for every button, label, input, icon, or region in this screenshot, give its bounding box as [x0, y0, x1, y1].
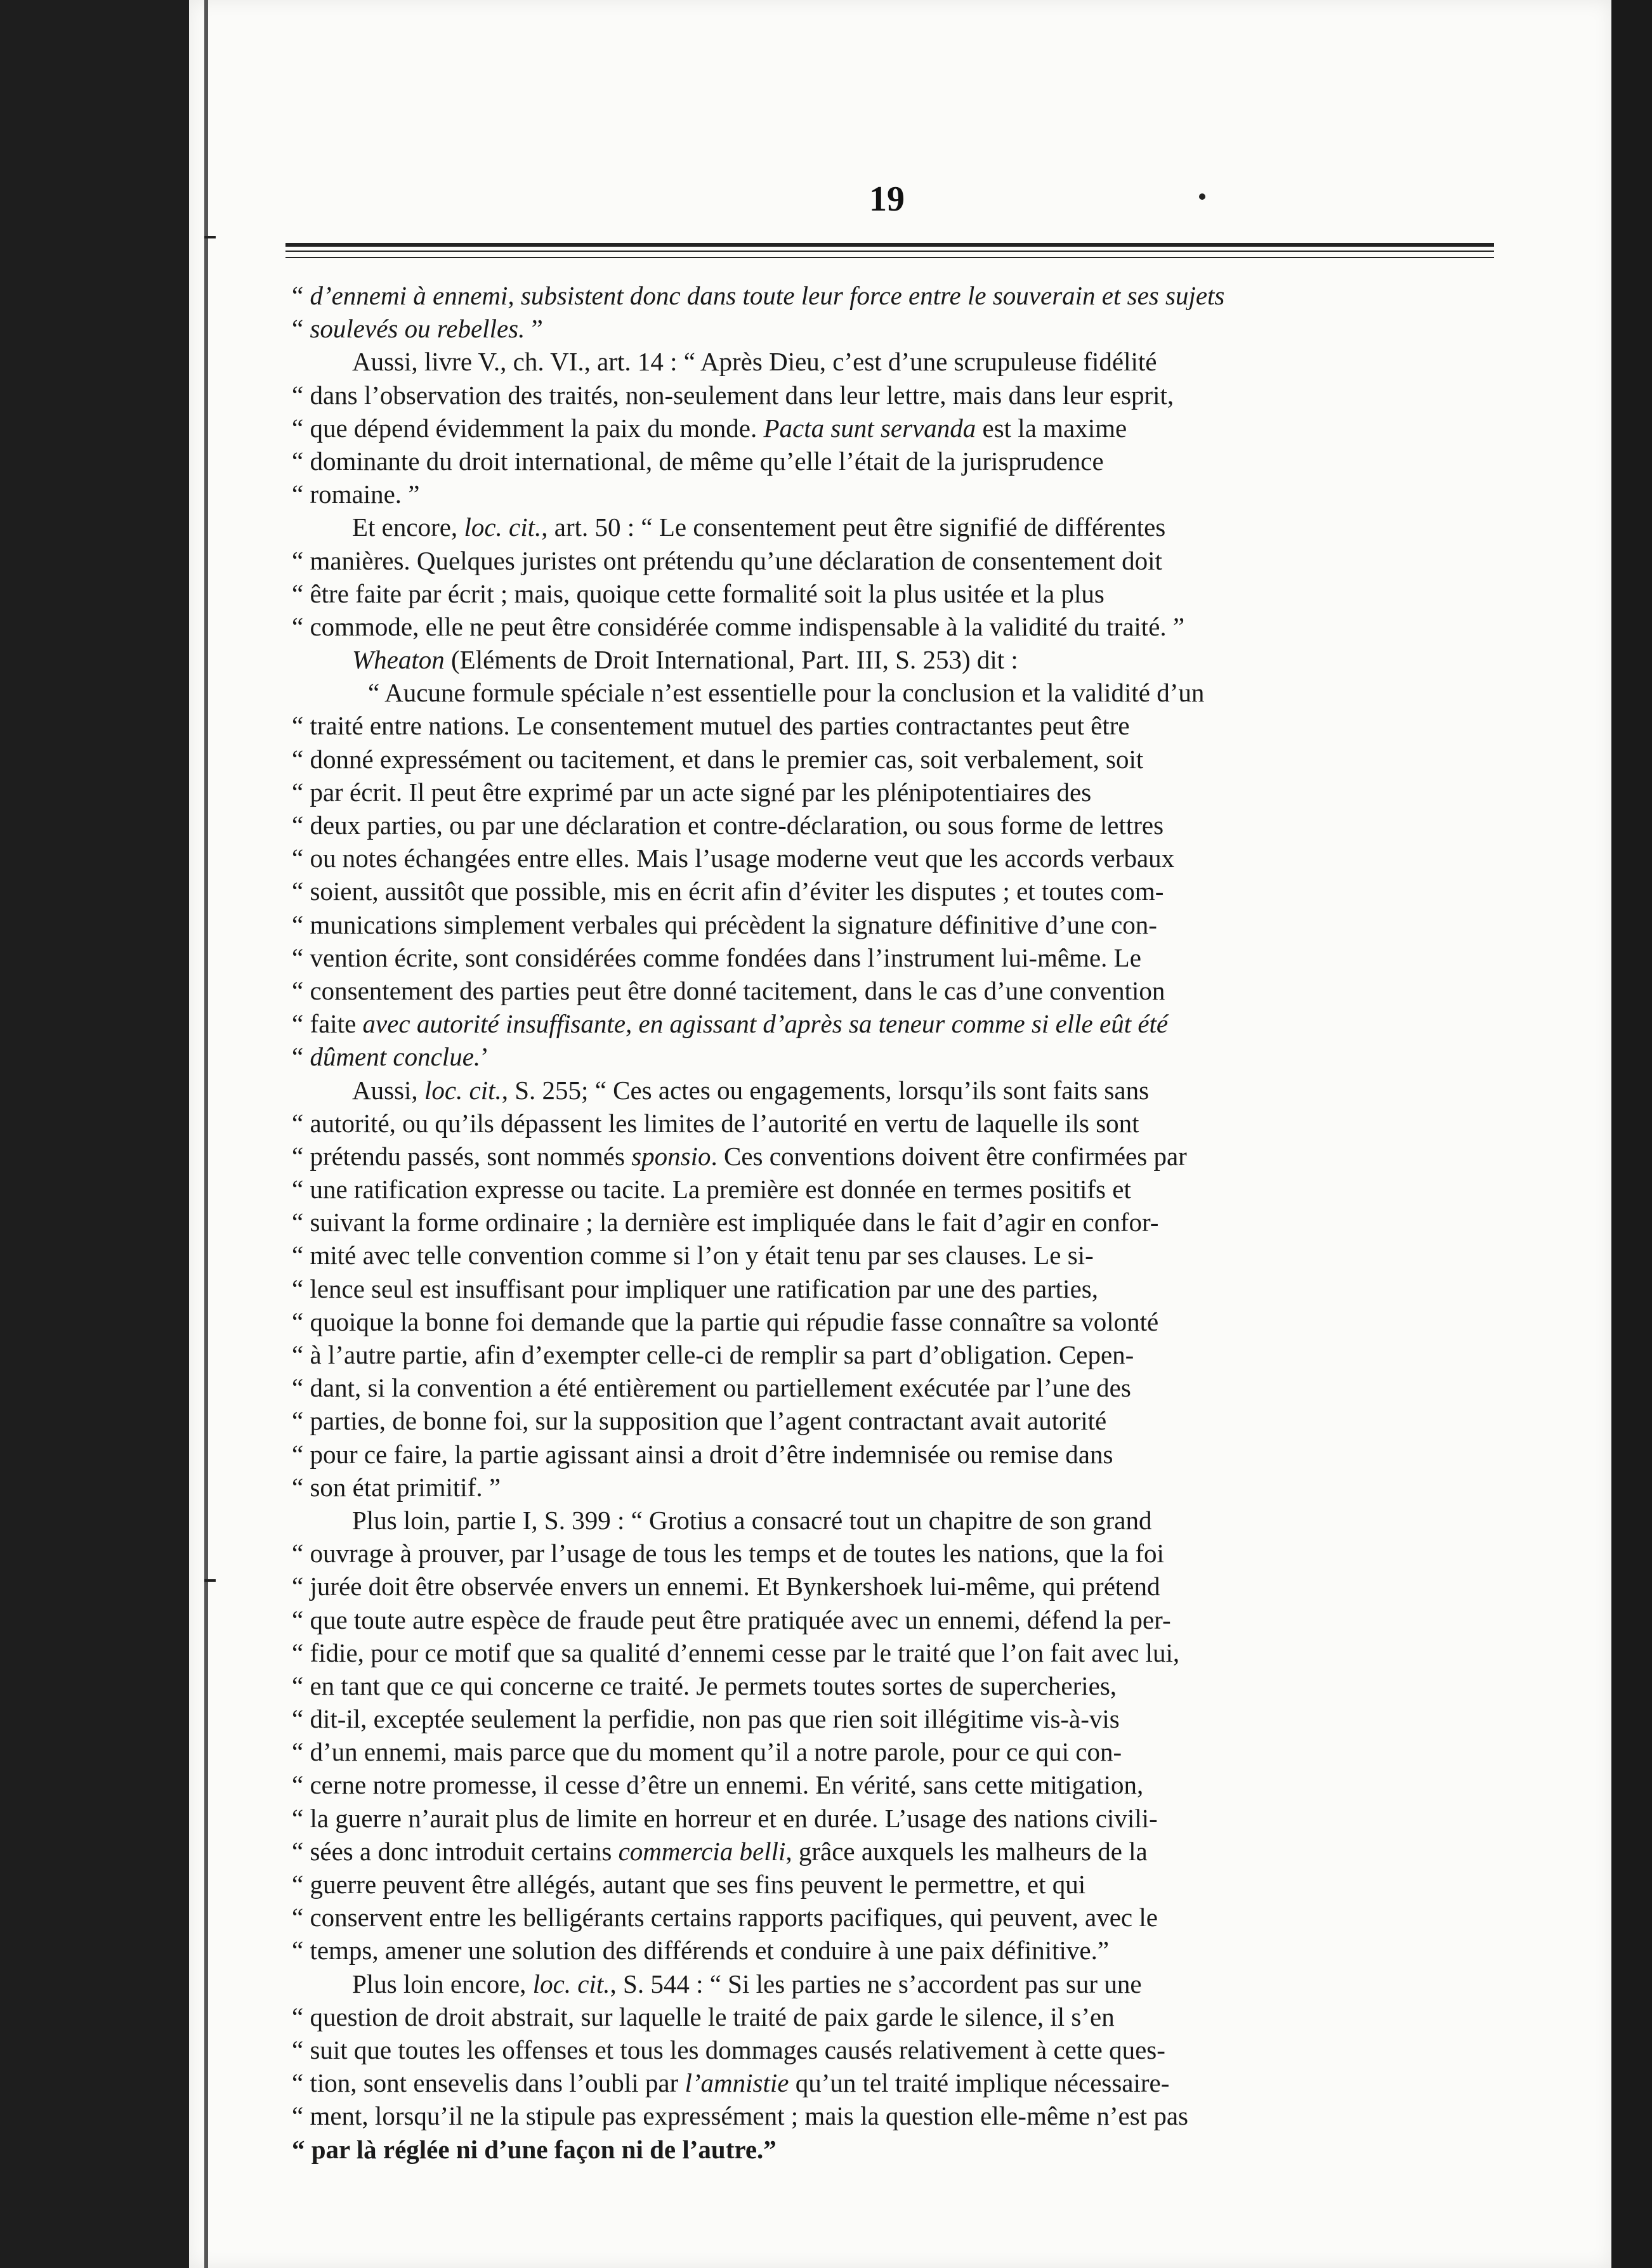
text-line: “ soulevés ou rebelles. ”: [292, 314, 543, 344]
text-line: “ jurée doit être observée envers un ennemi. Et Bynkershoek lui-même, qui prétend: [292, 1572, 1160, 1601]
text-line: “ par écrit. Il peut être exprimé par un acte signé par les plénipotentiaires des: [292, 777, 1092, 807]
text-line: “ par là réglée ni d’une façon ni de l’autre.”: [292, 2134, 777, 2164]
text-line: “ traité entre nations. Le consentement mutuel des parties contractantes peut être: [292, 711, 1130, 741]
text-line: “ commode, elle ne peut être considérée comme indispensable à la validité du traité. ”: [292, 611, 1185, 641]
text-line: “ faite avec autorité insuffisante, en agissant d’après sa teneur comme si elle eût été: [292, 1009, 1169, 1039]
text-line: Wheaton (Eléments de Droit International, Part. III, S. 253) dit :: [352, 645, 1018, 675]
header-rule-thin: [285, 251, 1494, 252]
text-line: “ prétendu passés, sont nommés sponsio. Ces conventions doivent être confirmées par: [292, 1141, 1187, 1171]
text-line: “ autorité, ou qu’ils dépassent les limites de l’autorité en vertu de laquelle ils sont: [292, 1108, 1139, 1138]
text-line: “ guerre peuvent être allégés, autant que ses fins peuvent le permettre, et qui: [292, 1870, 1086, 1899]
text-line: “ d’un ennemi, mais parce que du moment qu’il a notre parole, pour ce qui con-: [292, 1737, 1122, 1767]
text-line: “ munications simplement verbales qui précèdent la signature définitive d’une con-: [292, 909, 1157, 939]
text-line: “ à l’autre partie, afin d’exempter celle-ci de remplir sa part d’obligation. Cepen-: [292, 1340, 1134, 1369]
text-line: “ dominante du droit international, de même qu’elle l’était de la jurisprudence: [292, 446, 1104, 476]
text-line: “ en tant que ce qui concerne ce traité. Je permets toutes sortes de supercheries,: [292, 1671, 1117, 1700]
text-line: “ tion, sont ensevelis dans l’oubli par l’amnistie qu’un tel traité implique nécessaire-: [292, 2068, 1170, 2098]
text-line: “ vention écrite, sont considérées comme fondées dans l’instrument lui-même. Le: [292, 942, 1141, 972]
text-line: “ dûment conclue.’: [292, 1042, 489, 1072]
text-line: Et encore, loc. cit., art. 50 : “ Le consentement peut être signifié de différentes: [352, 512, 1166, 542]
text-line: “ que toute autre espèce de fraude peut être pratiquée avec un ennemi, défend la per-: [292, 1605, 1171, 1634]
text-line: “ parties, de bonne foi, sur la supposition que l’agent contractant avait autorité: [292, 1406, 1107, 1436]
header-rule-thin: [285, 257, 1494, 258]
text-line: “ fidie, pour ce motif que sa qualité d’ennemi cesse par le traité que l’on fait avec lui,: [292, 1638, 1180, 1667]
text-line: “ romaine. ”: [292, 479, 420, 509]
text-line: “ son état primitif. ”: [292, 1472, 501, 1502]
text-line: “ donné expressément ou tacitement, et dans le premier cas, soit verbalement, soit: [292, 744, 1144, 774]
text-line: “ temps, amener une solution des différends et conduire à une paix définitive.”: [292, 1936, 1110, 1965]
text-line: Plus loin encore, loc. cit., S. 544 : “ Si les parties ne s’accordent pas sur une: [352, 1969, 1142, 1998]
page-binding-edge: [204, 0, 208, 2268]
text-line: Aussi, loc. cit., S. 255; “ Ces actes ou engagements, lorsqu’ils sont faits sans: [352, 1075, 1150, 1105]
body-text: [292, 279, 1459, 2166]
text-line: “ Aucune formule spéciale n’est essentielle pour la conclusion et la validité d’un: [368, 678, 1205, 708]
text-line: “ dit-il, exceptée seulement la perfidie, non pas que rien soit illégitime vis-à-vis: [292, 1704, 1120, 1734]
text-line: “ question de droit abstrait, sur laquelle le traité de paix garde le silence, il s’en: [292, 2002, 1115, 2031]
stray-mark: [1199, 193, 1205, 200]
text-line: “ ment, lorsqu’il ne la stipule pas expressément ; mais la question elle-même n’est pas: [292, 2101, 1188, 2131]
binding-tick: [204, 1579, 216, 1582]
text-line: “ consentement des parties peut être donné tacitement, dans le cas d’une convention: [292, 975, 1165, 1005]
text-line: “ cerne notre promesse, il cesse d’être un ennemi. En vérité, sans cette mitigation,: [292, 1770, 1144, 1800]
text-line: “ manières. Quelques juristes ont prétendu qu’une déclaration de consentement doit: [292, 545, 1162, 575]
text-line: Plus loin, partie I, S. 399 : “ Grotius a consacré tout un chapitre de son grand: [352, 1505, 1152, 1535]
scan-right-margin: [1611, 0, 1652, 2268]
text-line: “ que dépend évidemment la paix du monde. Pacta sunt servanda est la maxime: [292, 413, 1127, 443]
text-line: “ soient, aussitôt que possible, mis en écrit afin d’éviter les disputes ; et toutes com-: [292, 877, 1164, 906]
text-line: “ lence seul est insuffisant pour impliquer une ratification par une des parties,: [292, 1274, 1098, 1303]
text-line: “ ou notes échangées entre elles. Mais l’usage moderne veut que les accords verbaux: [292, 844, 1175, 873]
header-rule-thick: [285, 243, 1494, 247]
text-line: “ deux parties, ou par une déclaration et contre-déclaration, ou sous forme de lettres: [292, 811, 1164, 840]
text-line: “ suit que toutes les offenses et tous les dommages causés relativement à cette ques-: [292, 2035, 1165, 2064]
text-line: “ être faite par écrit ; mais, quoique cette formalité soit la plus usitée et la plus: [292, 578, 1105, 608]
text-line: “ quoique la bonne foi demande que la partie qui répudie fasse connaître sa volonté: [292, 1307, 1159, 1336]
text-line: “ ouvrage à prouver, par l’usage de tous les temps et de toutes les nations, que la foi: [292, 1539, 1164, 1568]
text-line: “ une ratification expresse ou tacite. La première est donnée en termes positifs et: [292, 1175, 1131, 1204]
text-line: “ sées a donc introduit certains commercia belli, grâce auxquels les malheurs de la: [292, 1836, 1148, 1866]
text-line: “ dant, si la convention a été entièrement ou partiellement exécutée par l’une des: [292, 1373, 1131, 1403]
scan-left-margin: [0, 0, 189, 2268]
text-line: “ d’ennemi à ennemi, subsistent donc dans toute leur force entre le souverain et ses sujets: [292, 281, 1225, 310]
text-line: “ la guerre n’aurait plus de limite en horreur et en durée. L’usage des nations civili-: [292, 1803, 1158, 1833]
page-number: 19: [869, 179, 905, 219]
text-line: “ dans l’observation des traités, non-seulement dans leur lettre, mais dans leur esprit,: [292, 380, 1174, 410]
text-line: Aussi, livre V., ch. VI., art. 14 : “ Après Dieu, c’est d’une scrupuleuse fidélité: [352, 347, 1157, 377]
text-line: “ mité avec telle convention comme si l’on y était tenu par ses clauses. Le si-: [292, 1241, 1094, 1270]
text-line: “ pour ce faire, la partie agissant ainsi a droit d’être indemnisée ou remise dans: [292, 1439, 1113, 1469]
binding-tick: [204, 236, 216, 238]
text-line: “ conservent entre les belligérants certains rapports pacifiques, qui peuvent, avec le: [292, 1903, 1158, 1932]
text-line: “ suivant la forme ordinaire ; la dernière est impliquée dans le fait d’agir en confor-: [292, 1208, 1159, 1237]
